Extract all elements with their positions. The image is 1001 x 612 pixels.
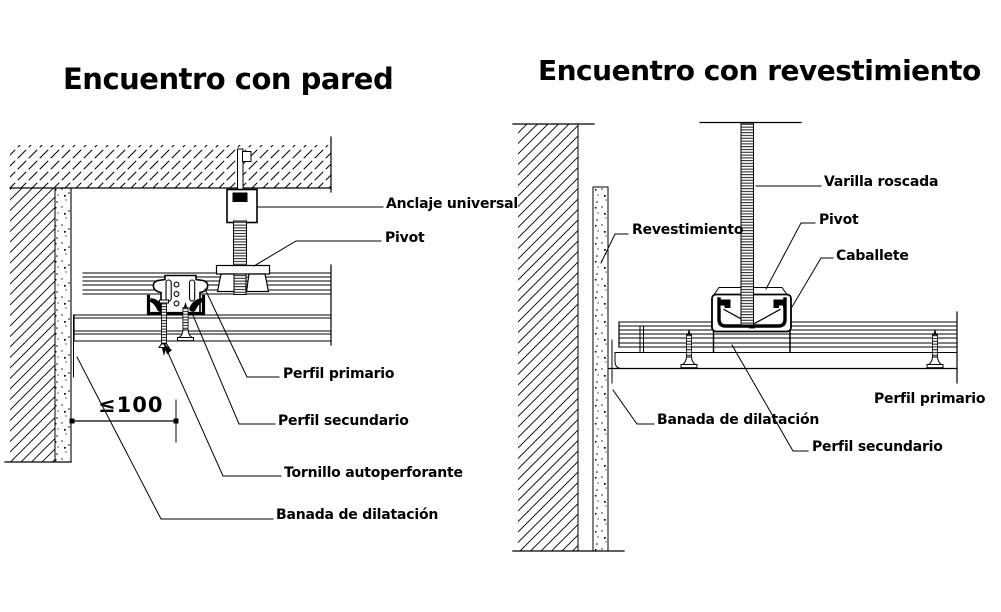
right-detail-title: Encuentro con revestimiento [538, 54, 981, 87]
wall-section [5, 188, 71, 462]
label-caballete: Caballete [836, 248, 909, 264]
label-tornillo-autoperforante: Tornillo autoperforante [284, 465, 463, 481]
ceiling-board [609, 353, 958, 369]
self-drilling-screw-right-2 [927, 329, 943, 368]
label-varilla-roscada: Varilla roscada [824, 174, 939, 190]
label-perfil-secundario-right: Perfil secundario [812, 439, 943, 455]
left-detail-title: Encuentro con pared [63, 62, 394, 96]
label-anclaje-universal: Anclaje universal [386, 196, 518, 212]
left-detail-drawing [5, 137, 383, 519]
ceiling-slab-hatch [10, 137, 331, 192]
dimension-text: ≤100 [98, 393, 164, 417]
label-perfil-primario-right: Perfil primario [874, 391, 986, 407]
label-pivot-right: Pivot [819, 212, 859, 228]
label-perfil-primario-left: Perfil primario [283, 366, 395, 382]
self-drilling-screw-right-1 [681, 329, 697, 368]
cladding-panel [593, 187, 608, 551]
label-banada-dilatacion-right: Banada de dilatación [657, 412, 820, 428]
label-revestimiento: Revestimiento [632, 222, 744, 238]
label-banada-dilatacion-left: Banada de dilatación [276, 507, 439, 523]
pivot-piece [217, 266, 270, 295]
label-perfil-secundario-left: Perfil secundario [278, 413, 409, 429]
label-pivot-left: Pivot [385, 230, 425, 246]
